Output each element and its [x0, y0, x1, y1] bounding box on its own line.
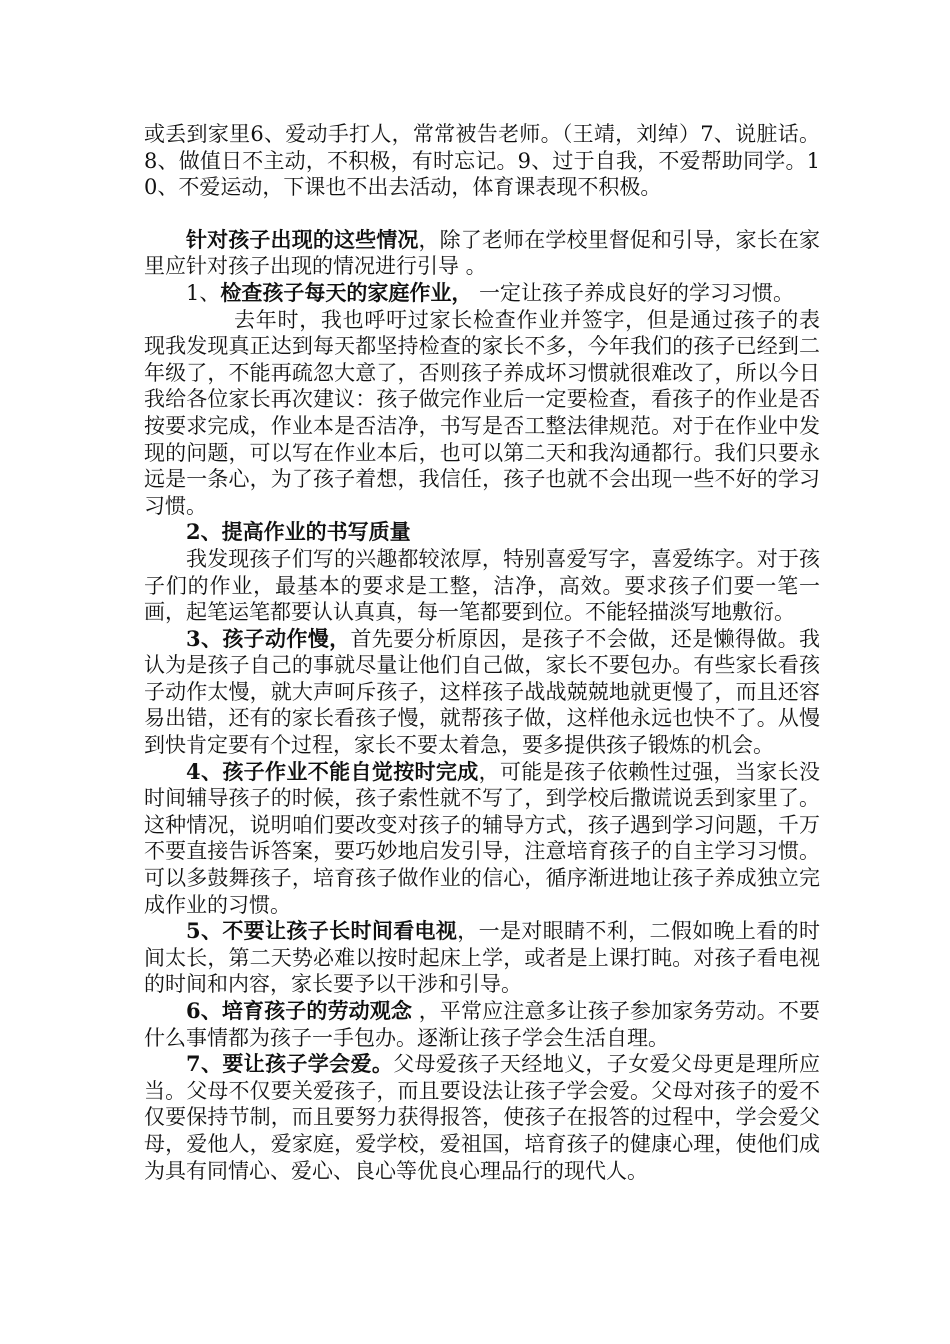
paragraph-text: ，平常应注意多让孩子参加家务劳动。不要什么事情都为孩子一手包办。逐渐让孩子学会生活自理。 — [144, 999, 820, 1050]
paragraph-text: ，除了老师在学校里督促和引导，家长在家里应针对孩子出现的情况进行引导 。 — [144, 227, 821, 279]
paragraph-text: 去年时，我也呼吁过家长检查作业并签字，但是通过孩子的表现我发现真正达到每天都坚持检查的家长不多，今年我们的孩子已经到二年级了，不能再疏忽大意了，否则孩子养成坏习惯就很难改了，所以今日我给各位家长再次建议：孩子做完作业后一定要检查，看孩子的作业是否按要求完成，作业本是否洁净，书写是否工整法律规范。对于在作业中发现的问题，可以写在作业本后，也可以第二天和我沟通都行。我们只要永远是一条心，为了孩子着想，我信任，孩子也就不会出现一些不好的学习习惯。 — [144, 307, 820, 518]
paragraph-problem-list-end — [144, 121, 820, 201]
paragraph-item-3 — [144, 626, 820, 759]
paragraph-text: 一定让孩子养成良好的学习习惯。 — [472, 280, 795, 305]
paragraph-item-1-body — [144, 307, 820, 520]
item-heading-writing-quality: 2、提高作业的书写质量 — [186, 519, 411, 545]
paragraph-intro — [144, 227, 820, 280]
item-heading-slow-action: 3、孩子动作慢， — [186, 625, 351, 651]
paragraph-item-2-heading — [144, 519, 820, 546]
paragraph-text: 我发现孩子们写的兴趣都较浓厚，特别喜爱写字，喜爱练字。对于孩子们的作业，最基本的要求是工整，洁净，高效。要求孩子们要一笔一画，起笔运笔都要认认真真，每一笔都要到位。不能轻描淡写地敷衍。 — [144, 546, 820, 625]
paragraph-item-5 — [144, 918, 820, 998]
paragraph-text: 父母爱孩子天经地义，子女爱父母更是理所应当。父母不仅要关爱孩子，而且要设法让孩子学会爱。父母对孩子的爱不仅要保持节制，而且要努力获得报答，使孩子在报答的过程中，学会爱父母，爱他人，爱家庭，爱学校，爱祖国，培育孩子的健康心理，使他们成为具有同情心、爱心、良心等优良心理品行的现代人。 — [144, 1052, 820, 1183]
item-heading-labor: 6、培育孩子的劳动观念 — [186, 998, 412, 1023]
document-page — [144, 121, 820, 1184]
item-heading-learn-love: 7、要让孩子学会爱。 — [186, 1051, 394, 1077]
item-heading-homework-on-time: 4、孩子作业不能自觉按时完成 — [186, 758, 479, 784]
paragraph-lead-bold: 针对孩子出现的这些情况 — [186, 226, 419, 252]
paragraph-text: 首先要分析原因，是孩子不会做，还是懒得做。我认为是孩子自己的事就尽量让他们自己做，家长不要包办。有些家长看孩子动作太慢，就大声呵斥孩子，这样孩子战战兢兢地就更慢了，而且还容易出错，还有的家长看孩子慢，就帮孩子做，这样他永远也快不了。从慢到快肯定要有个过程，家长不要太着急，要多提供孩子锻炼的机会。 — [144, 626, 820, 758]
paragraph-item-6 — [144, 998, 820, 1051]
paragraph-item-4 — [144, 759, 820, 919]
paragraph-item-1 — [144, 280, 820, 307]
paragraph-item-7 — [144, 1051, 820, 1184]
item-heading-tv-time: 5、不要让孩子长时间看电视 — [186, 918, 458, 944]
item-number: 1、 — [186, 280, 221, 305]
paragraph-text: 或丢到家里6、爱动手打人，常常被告老师。（王靖，刘绰）7、说脏话。8、做值日不主动，不积极，有时忘记。9、过于自我，不爱帮助同学。10、不爱运动，下课也不出去活动，体育课表现不积极。 — [144, 122, 820, 200]
item-heading-check-homework: 检查孩子每天的家庭作业， — [220, 279, 473, 305]
paragraph-text: ，一是对眼睛不利，二假如晚上看的时间太长，第二天势必难以按时起床上学，或者是上课打盹。对孩子看电视的时间和内容，家长要予以干涉和引导。 — [144, 919, 820, 997]
paragraph-text: ，可能是孩子依赖性过强，当家长没时间辅导孩子的时候，孩子索性就不写了，到学校后撒谎说丢到家里了。这种情况，说明咱们要改变对孩子的辅导方式，孩子遇到学习问题，千万不要直接告诉答案，要巧妙地启发引导，注意培育孩子的自主学习习惯。可以多鼓舞孩子，培育孩子做作业的信心，循序渐进地让孩子养成独立完成作业的习惯。 — [144, 759, 820, 917]
paragraph-item-2-body — [144, 546, 820, 626]
